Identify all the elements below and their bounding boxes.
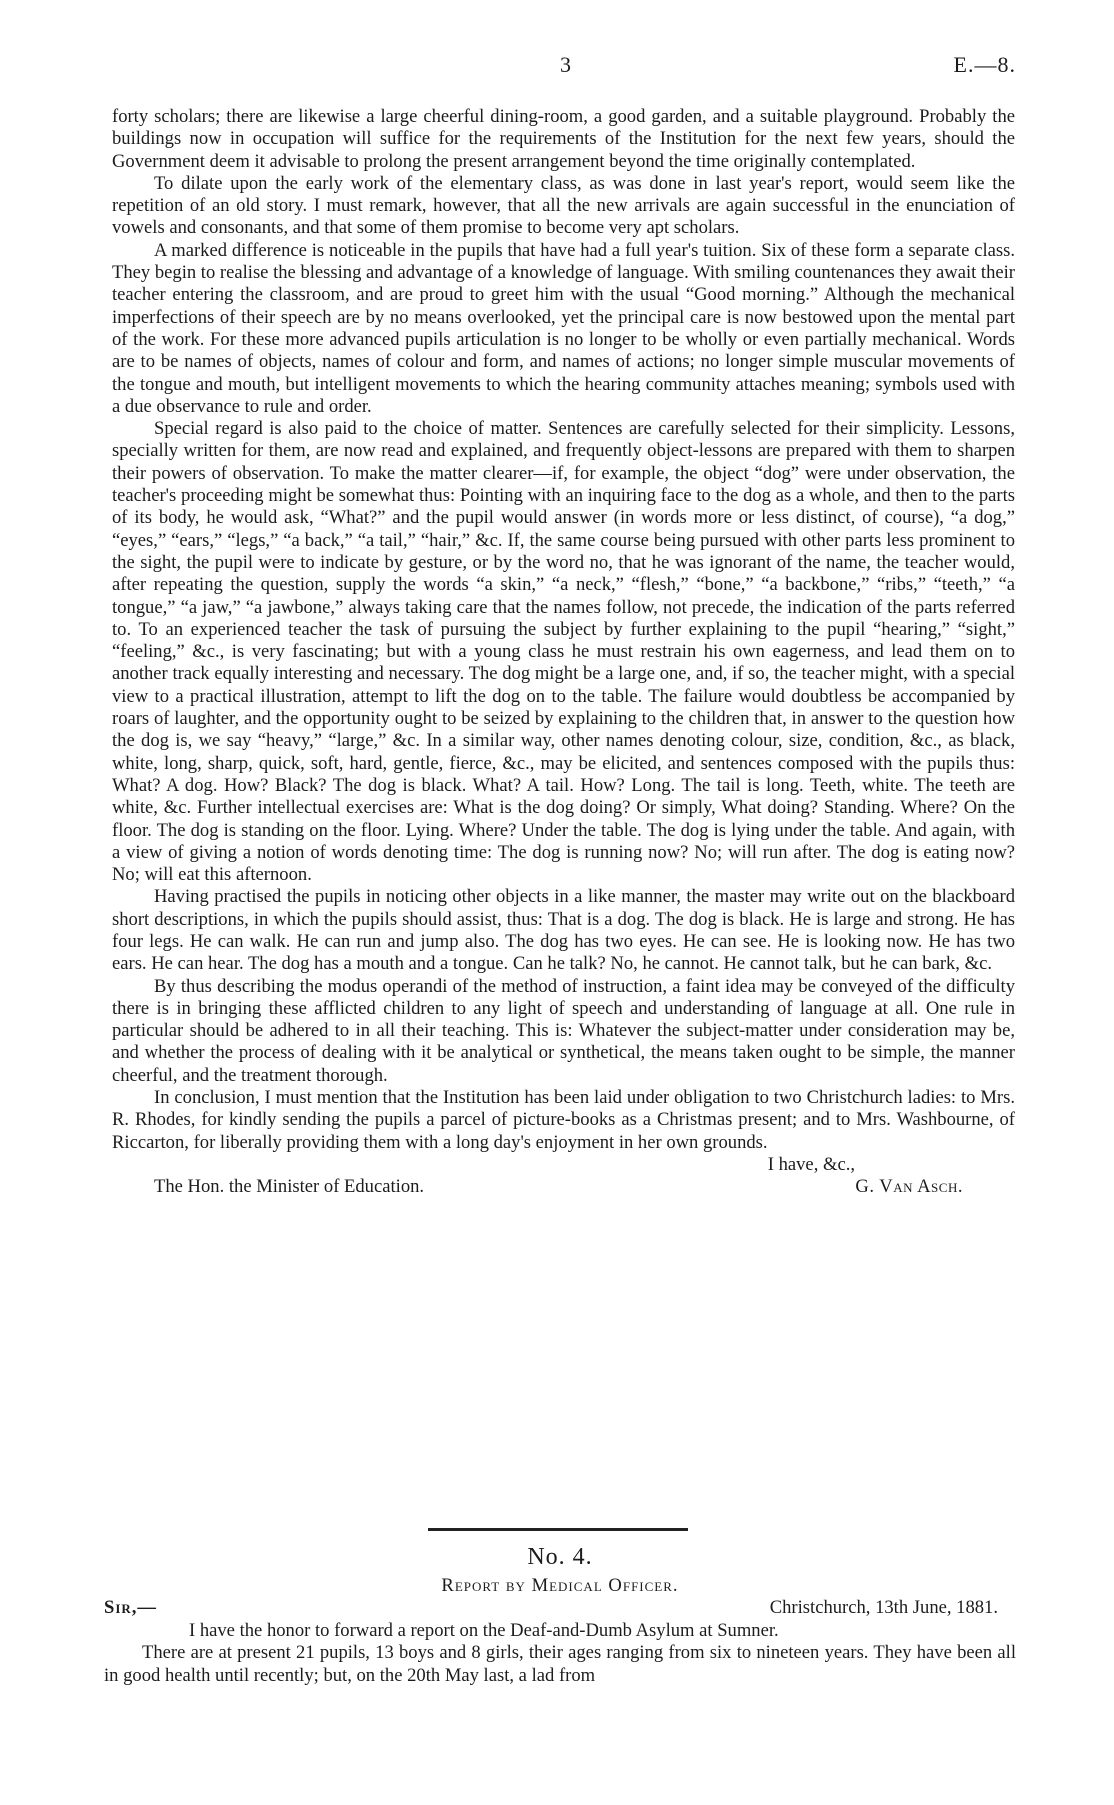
- addressee: The Hon. the Minister of Education.: [154, 1176, 425, 1198]
- paragraph: There are at present 21 pupils, 13 boys and 8 girls, their ages ranging from six to nineteen years. They have been all in good health until recently; but, on the 20th May last, a lad from: [104, 1642, 1016, 1686]
- paragraph: To dilate upon the early work of the elementary class, as was done in last year's report, would seem like the repetition of an old story. I must remark, however, that all the new arrivals are again successful in the enunciation of vowels and consonants, and that some of them promise to become very apt scholars.: [112, 172, 1015, 239]
- page-number: 3: [560, 52, 572, 77]
- medical-report: [104, 1546, 1016, 1688]
- paragraph: Having practised the pupils in noticing other objects in a like manner, the master may write out on the blackboard short descriptions, in which the pupils should assist, thus: That is a dog. The dog is black. He is large and strong. He has four legs. He can walk. He can run and jump also. The dog has two eyes. He can see. He is looking now. He has two ears. He can hear. The dog has a mouth and a tongue. Can he talk? No, he cannot. He cannot talk, but he can bark, &c.: [112, 886, 1015, 975]
- report-title: Report by Medical Officer.: [441, 1574, 679, 1596]
- report-number: No. 4.: [527, 1544, 593, 1570]
- paragraph: forty scholars; there are likewise a large cheerful dining-room, a good garden, and a suitable playground. Probably the buildings now in occupation will suffice for the requirements of the Institution for the next few years, should the Government deem it advisable to prolong the present arrangement beyond the time originally contemplated.: [112, 106, 1015, 172]
- paragraph: In conclusion, I must mention that the Institution has been laid under obligation to two Christchurch ladies: to Mrs. R. Rhodes, for kindly sending the pupils a parcel of picture-books as a Christmas present; and to Mrs. Washbourne, of Riccarton, for liberally providing them with a long day's enjoyment in her own grounds.: [112, 1087, 1015, 1153]
- paragraph: A marked difference is noticeable in the pupils that have had a full year's tuition. Six of these form a separate class. They begin to realise the blessing and advantage of a knowledge of language. With smiling countenances they await their teacher entering the classroom, and are proud to greet him with the usual “Good morning.” Although the mechanical imperfections of their speech are by no means overlooked, yet the principal care is now bestowed upon the mental part of the work. For these more advanced pupils articulation is no longer to be wholly or even partially mechanical. Words are to be names of objects, names of colour and form, and names of actions; no longer simple muscular movements of the tongue and mouth, but intelligent movements to which the hearing community attaches meaning; symbols used with a due observance to rule and order.: [112, 239, 1016, 417]
- place-date: Christchurch, 13th June, 1881.: [769, 1597, 998, 1619]
- section-code: E.—8.: [953, 52, 1016, 77]
- addressee-signature-line: [112, 1176, 1015, 1198]
- signature: G. Van Asch.: [855, 1176, 963, 1198]
- paragraph: By thus describing the modus operandi of the method of instruction, a faint idea may be conveyed of the difficulty there is in bringing these afflicted children to any light of speech and understanding of language at all. One rule in particular should be adhered to in all their teaching. This is: Whatever the subject-matter under consideration may be, and whether the process of dealing with it be analytical or synthetical, the means taken ought to be simple, the manner cheerful, and the treatment thorough.: [112, 975, 1015, 1086]
- page-header: [0, 52, 1114, 82]
- salutation-row: [104, 1597, 1016, 1620]
- letter-body: [112, 106, 1015, 1199]
- section-divider: [428, 1528, 688, 1531]
- paragraph: Special regard is also paid to the choice of matter. Sentences are carefully selected for their simplicity. Lessons, specially written for them, are now read and explained, and frequently object-lessons are prepared with them to sharpen their powers of observation. To make the matter clearer—if, for example, the object “dog” were under observation, the teacher's proceeding might be somewhat thus: Pointing with an inquiring face to the dog as a whole, and then to the parts of its body, he would ask, “What?” and the pupil would answer (in words more or less distinct, of course), “a dog,” “eyes,” “ears,” “legs,” “a back,” “a tail,” “hair,” &c. If, the same course being pursued with other parts less prominent to the sight, the pupil were to indicate by gesture, or by the word no, that he was ignorant of the name, the teacher would, after repeating the question, supply the words “a skin,” “a neck,” “flesh,” “bone,” “a backbone,” “ribs,” “teeth,” “a tongue,” “a jaw,” “a jawbone,” always taking care that the names follow, not precede, the indication of the parts referred to. To an experienced teacher the task of pursuing the subject by further explaining to the pupil “hearing,” “sight,” “feeling,” &c., is very fascinating; but with a young class he must restrain his own eagerness, and lead them on to another track equally interesting and necessary. The dog might be a large one, and, if so, the teacher might, with a special view to a practical illustration, attempt to lift the dog on to the table. The failure would doubtless be accompanied by roars of laughter, and the opportunity ought to be seized by explaining to the children that, in answer to the question how the dog is, we say “heavy,” “large,” &c. In a similar way, other names denoting colour, size, condition, &c., as black, white, long, sharp, quick, soft, hard, gentle, fierce, &c., may be elicited, and sentences composed with the pupils thus: What? A dog. How? Black? The dog is black. What? A tail. How? Long. The tail is long. Teeth, white. The teeth are white, &c. Further intellectual exercises are: What is the dog doing? Or simply, What doing? Standing. Where? On the floor. The dog is standing on the floor. Lying. Where? Under the table. The dog is lying under the table. And again, with a view of giving a notion of words denoting time: The dog is running now? No; will run after. The dog is eating now? No; will eat this afternoon.: [112, 418, 1015, 886]
- closing-phrase: I have, &c.,: [767, 1153, 855, 1175]
- salutation: Sir,—: [104, 1597, 158, 1619]
- paragraph: I have the honor to forward a report on the Deaf-and-Dumb Asylum at Sumner.: [189, 1619, 779, 1641]
- closing-line: [112, 1154, 1015, 1176]
